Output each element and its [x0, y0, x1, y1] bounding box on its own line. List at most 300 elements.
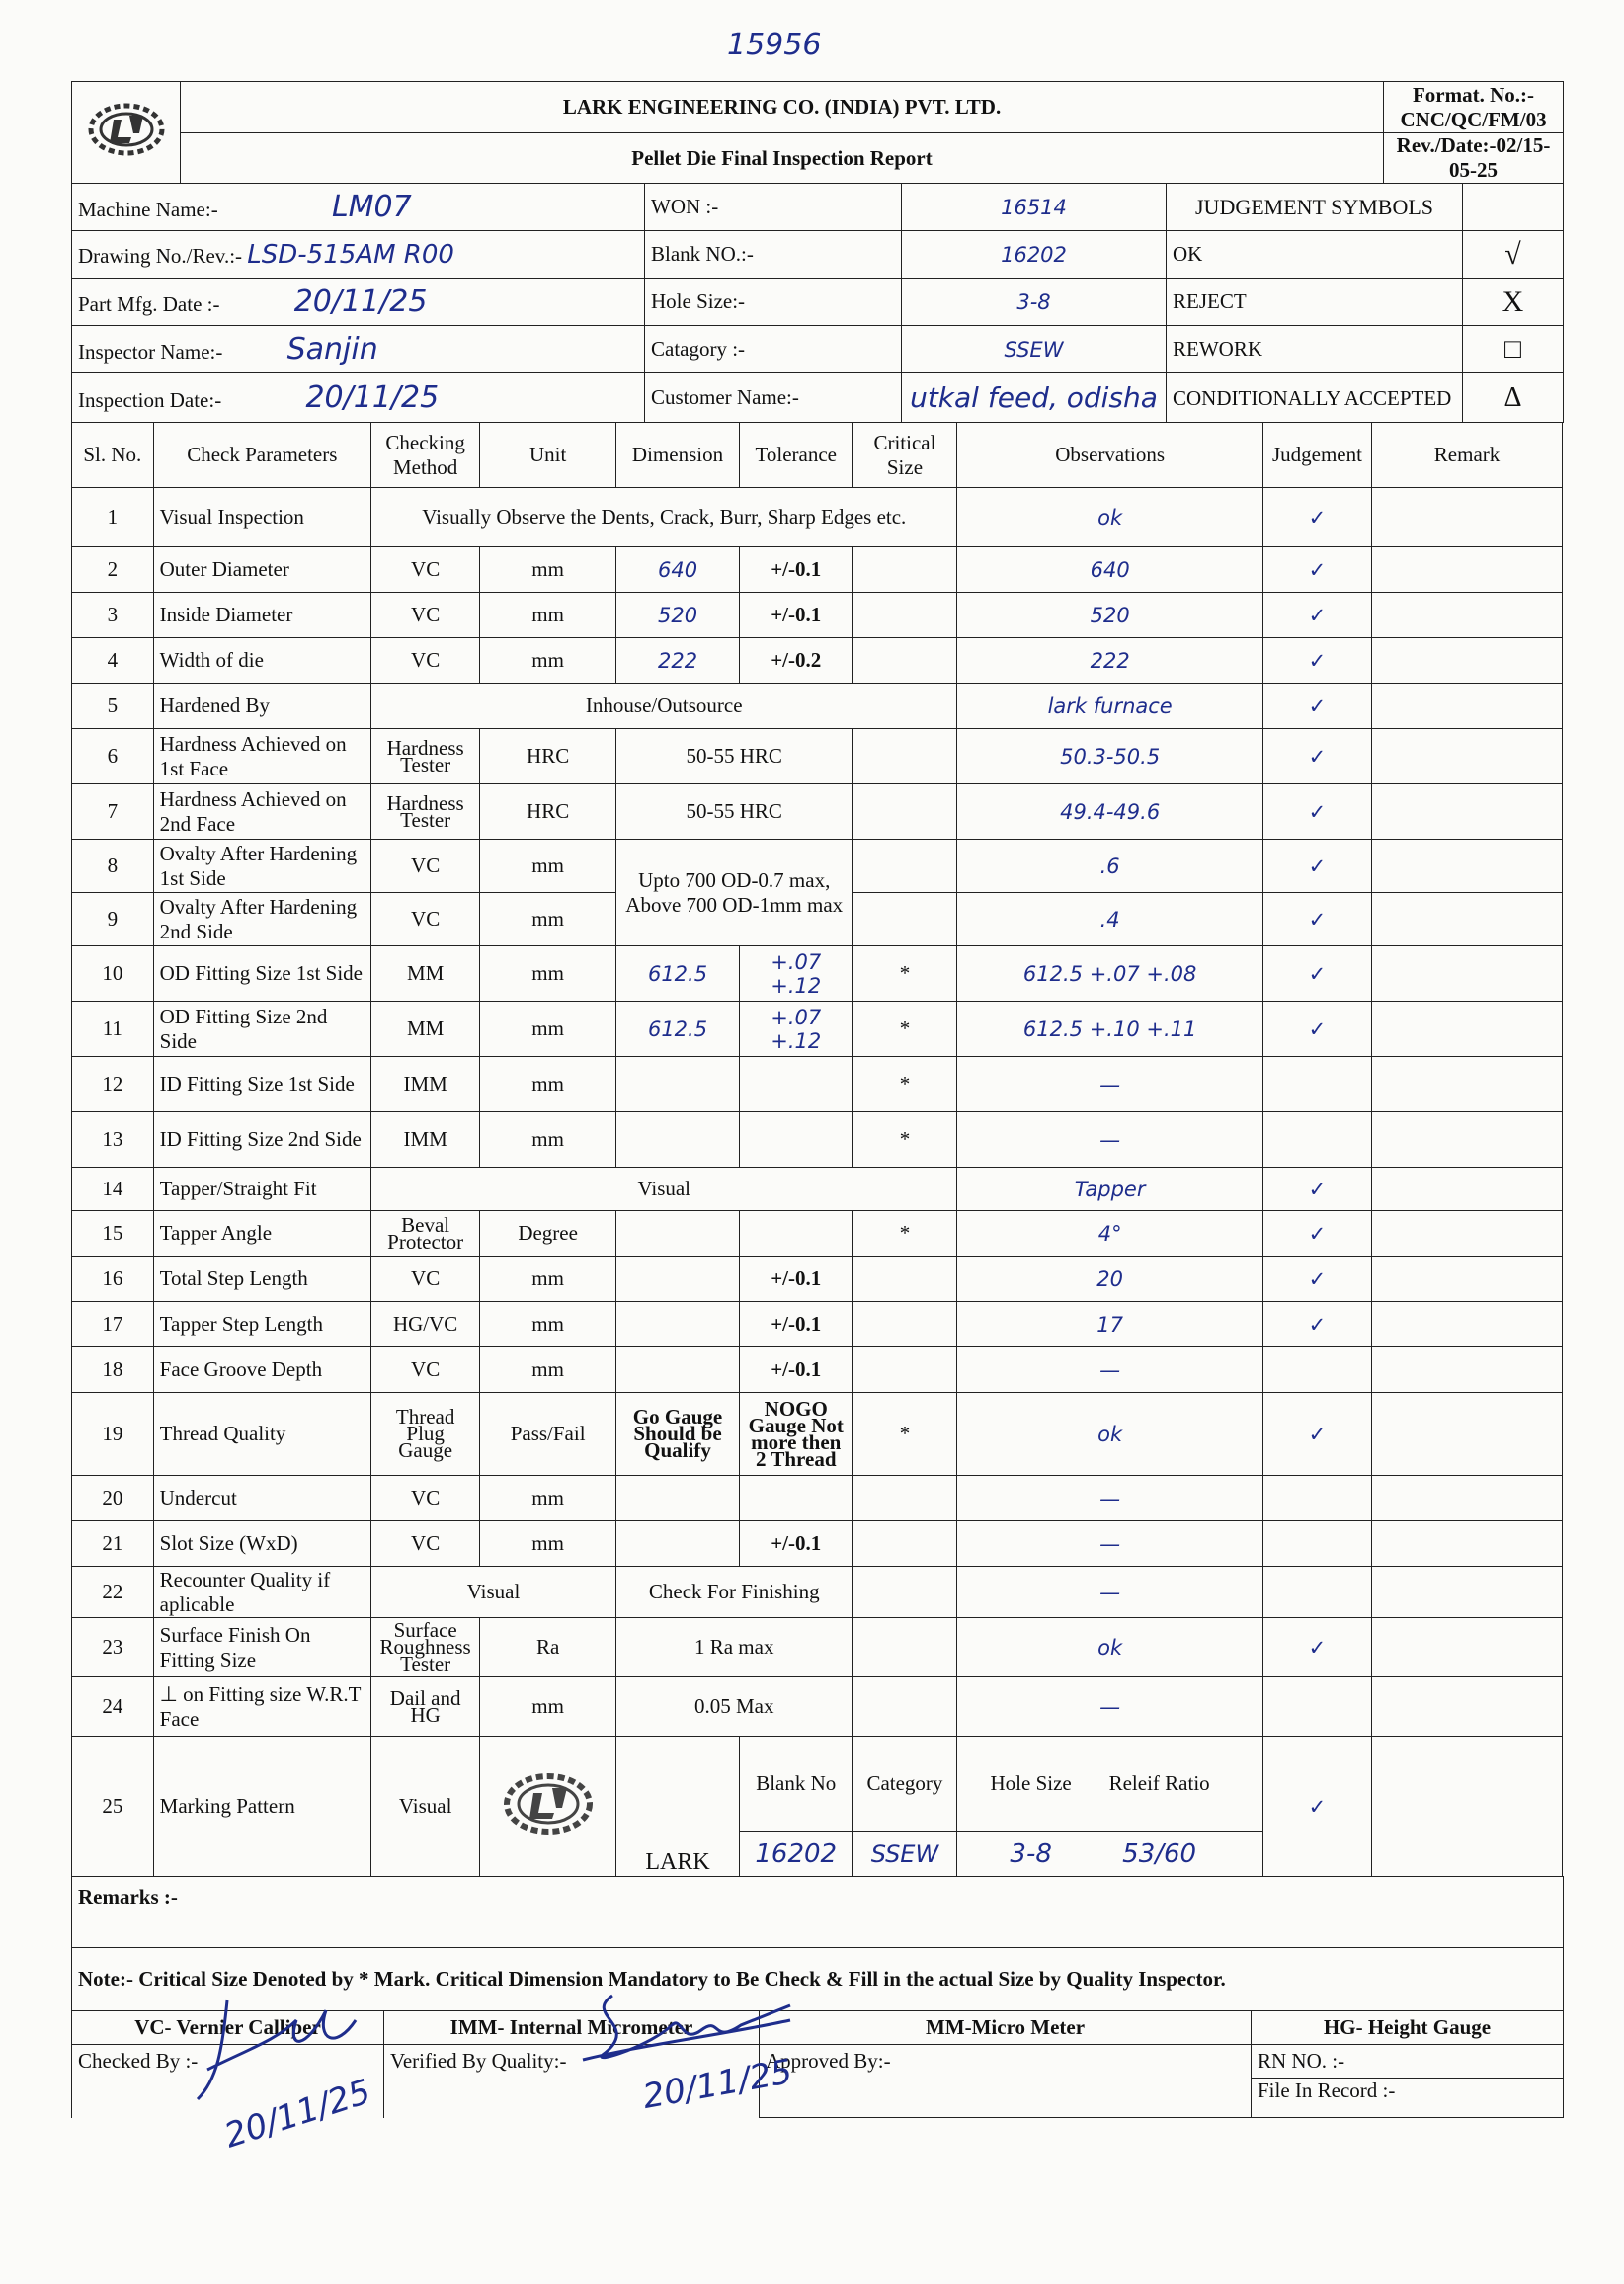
table-row — [72, 684, 1563, 729]
row-observation: — — [957, 1112, 1262, 1168]
row-judgement: ✓ — [1262, 840, 1371, 893]
row-dim-tol: 50-55 HRC — [616, 729, 853, 784]
row-unit: mm — [480, 946, 616, 1002]
row-judgement — [1262, 1112, 1371, 1168]
row-unit: mm — [480, 840, 616, 893]
table-row — [72, 488, 1563, 547]
row-remark — [1372, 1302, 1563, 1347]
row-sl: 9 — [72, 893, 154, 946]
blank-label: Blank NO.:- — [645, 231, 902, 279]
row-unit: mm — [480, 1302, 616, 1347]
row-remark — [1372, 488, 1563, 547]
row-sl: 2 — [72, 547, 154, 593]
col-param: Check Parameters — [153, 423, 370, 488]
row-critical — [853, 638, 957, 684]
row-dim-tol: 0.05 Max — [616, 1677, 853, 1737]
row-tolerance: +.07 +.12 — [740, 946, 853, 1002]
row-unit: mm — [480, 1476, 616, 1521]
symbol-reject: X — [1463, 279, 1564, 326]
row-judgement: ✓ — [1262, 1302, 1371, 1347]
customer-label: Customer Name:- — [645, 373, 902, 423]
row-unit: mm — [480, 593, 616, 638]
row-sl: 6 — [72, 729, 154, 784]
checked-by: Checked By :- — [72, 2045, 384, 2118]
row-method: IMM — [371, 1112, 480, 1168]
table-row — [72, 946, 1563, 1002]
marking-category-head: Category — [853, 1737, 957, 1832]
row-unit: Ra — [480, 1618, 616, 1677]
col-sl: Sl. No. — [72, 423, 154, 488]
table-row — [72, 1476, 1563, 1521]
row-dimension: 520 — [616, 593, 740, 638]
symbol-cond-label: CONDITIONALLY ACCEPTED — [1167, 373, 1463, 423]
verified-date: 20/11/25 — [639, 2052, 796, 2117]
table-row — [72, 1618, 1563, 1677]
row-observation: ok — [957, 1618, 1262, 1677]
row-merged-spec: Visual — [371, 1168, 957, 1211]
row-method: HG/VC — [371, 1302, 480, 1347]
won-value: 16514 — [902, 184, 1167, 231]
col-remark: Remark — [1372, 423, 1563, 488]
row-unit: HRC — [480, 729, 616, 784]
row-observation: lark furnace — [957, 684, 1262, 729]
table-row — [72, 1567, 1563, 1618]
table-row — [72, 1677, 1563, 1737]
legend-hg: HG- Height Gauge — [1252, 2011, 1564, 2045]
category-label: Catagory :- — [645, 326, 902, 373]
row-method-unit: Visual — [371, 1567, 616, 1618]
header-table — [71, 81, 1564, 423]
col-judgement: Judgement — [1262, 423, 1371, 488]
row-method: VC — [371, 593, 480, 638]
row-param: ID Fitting Size 1st Side — [153, 1057, 370, 1112]
table-row — [72, 547, 1563, 593]
row-tolerance: +/-0.1 — [740, 1302, 853, 1347]
row-remark — [1372, 638, 1563, 684]
row-merged-spec: Inhouse/Outsource — [371, 684, 957, 729]
row-dimension — [616, 1211, 740, 1257]
table-row — [72, 1112, 1563, 1168]
row-param: OD Fitting Size 2nd Side — [153, 1002, 370, 1057]
col-dimension: Dimension — [616, 423, 740, 488]
row-sl: 3 — [72, 593, 154, 638]
row-observation: .4 — [957, 893, 1262, 946]
row-judgement: ✓ — [1262, 893, 1371, 946]
row-judgement — [1262, 1347, 1371, 1393]
row-sl: 13 — [72, 1112, 154, 1168]
symbol-rework-label: REWORK — [1167, 326, 1463, 373]
row-observation: — — [957, 1476, 1262, 1521]
row-observation: 50.3-50.5 — [957, 729, 1262, 784]
part-mfg-field: Part Mfg. Date :- 20/11/25 — [72, 279, 645, 326]
row-observation: 640 — [957, 547, 1262, 593]
row-remark — [1372, 840, 1563, 893]
row-sl: 25 — [72, 1737, 154, 1877]
row-method: Hardness Tester — [371, 729, 480, 784]
row-sl: 7 — [72, 784, 154, 840]
category-value: SSEW — [902, 326, 1167, 373]
table-row — [72, 1057, 1563, 1112]
table-row — [72, 593, 1563, 638]
row-unit: mm — [480, 1677, 616, 1737]
row-param: Undercut — [153, 1476, 370, 1521]
table-row — [72, 784, 1563, 840]
row-dimension: 612.5 — [616, 946, 740, 1002]
row-judgement: ✓ — [1262, 1002, 1371, 1057]
row-method: VC — [371, 893, 480, 946]
marking-hole-relief-head: Hole Size Releif Ratio — [957, 1737, 1262, 1832]
col-method: Checking Method — [371, 423, 480, 488]
row-judgement: ✓ — [1262, 593, 1371, 638]
row-param: Recounter Quality if aplicable — [153, 1567, 370, 1618]
row-param: Total Step Length — [153, 1257, 370, 1302]
lark-text: LARK — [616, 1737, 740, 1877]
report-title: Pellet Die Final Inspection Report — [181, 133, 1384, 184]
row-method: VC — [371, 1347, 480, 1393]
row-param: Slot Size (WxD) — [153, 1521, 370, 1567]
company-name: LARK ENGINEERING CO. (INDIA) PVT. LTD. — [181, 82, 1384, 133]
row-method: VC — [371, 1257, 480, 1302]
row-judgement — [1262, 1476, 1371, 1521]
row-judgement: ✓ — [1262, 1393, 1371, 1476]
remarks: Remarks :- — [72, 1877, 1564, 1948]
row-critical: * — [853, 1112, 957, 1168]
row-critical — [853, 893, 957, 946]
col-unit: Unit — [480, 423, 616, 488]
row-remark — [1372, 1168, 1563, 1211]
table-row — [72, 1302, 1563, 1347]
row-dimension — [616, 1347, 740, 1393]
row-sl: 11 — [72, 1002, 154, 1057]
row-remark — [1372, 1211, 1563, 1257]
row-remark — [1372, 1057, 1563, 1112]
row-critical — [853, 1567, 957, 1618]
row-method: Visual — [371, 1737, 480, 1877]
row-unit: mm — [480, 1257, 616, 1302]
rev-date: Rev./Date:-02/15-05-25 — [1384, 133, 1564, 184]
row-critical — [853, 593, 957, 638]
row-dim-tol: Upto 700 OD-0.7 max, Above 700 OD-1mm max — [616, 840, 853, 946]
row-unit: Degree — [480, 1211, 616, 1257]
row-unit: mm — [480, 547, 616, 593]
row-observation: 612.5 +.10 +.11 — [957, 1002, 1262, 1057]
note: Note:- Critical Size Denoted by * Mark. Critical Dimension Mandatory to Be Check & Fill in the actual Size by Quality Inspector. — [72, 1948, 1564, 2011]
row-observation: — — [957, 1347, 1262, 1393]
row-unit: Pass/Fail — [480, 1393, 616, 1476]
row-critical: * — [853, 1211, 957, 1257]
row-critical — [853, 1618, 957, 1677]
legend-mm: MM-Micro Meter — [760, 2011, 1252, 2045]
row-tolerance: +.07 +.12 — [740, 1002, 853, 1057]
marking-hole-relief: 3-8 53/60 — [957, 1832, 1262, 1877]
row-judgement: ✓ — [1262, 1618, 1371, 1677]
inspection-rows — [72, 488, 1563, 1737]
row-observation: — — [957, 1521, 1262, 1567]
marking-logo — [480, 1737, 616, 1877]
row-judgement: ✓ — [1262, 729, 1371, 784]
row-param: Ovalty After Hardening 2nd Side — [153, 893, 370, 946]
marking-judge: ✓ — [1262, 1737, 1371, 1877]
row-observation: ok — [957, 1393, 1262, 1476]
legend-imm: IMM- Internal Micrometer — [384, 2011, 760, 2045]
table-row — [72, 1393, 1563, 1476]
row-remark — [1372, 1618, 1563, 1677]
row-method: Thread Plug Gauge — [371, 1393, 480, 1476]
row-critical — [853, 840, 957, 893]
row-param: Tapper Step Length — [153, 1302, 370, 1347]
row-critical — [853, 1677, 957, 1737]
rn-no: RN NO. :- — [1252, 2045, 1564, 2079]
row-judgement — [1262, 1567, 1371, 1618]
row-critical — [853, 1257, 957, 1302]
inspection-sheet — [71, 81, 1563, 2118]
row-critical — [853, 784, 957, 840]
row-judgement: ✓ — [1262, 638, 1371, 684]
row-observation: 49.4-49.6 — [957, 784, 1262, 840]
row-method: MM — [371, 1002, 480, 1057]
row-sl: 20 — [72, 1476, 154, 1521]
company-logo — [72, 82, 181, 184]
row-method: VC — [371, 1521, 480, 1567]
row-param: Width of die — [153, 638, 370, 684]
col-critical: Critical Size — [853, 423, 957, 488]
row-param: Hardened By — [153, 684, 370, 729]
row-remark — [1372, 684, 1563, 729]
row-critical — [853, 1521, 957, 1567]
row-sl: 4 — [72, 638, 154, 684]
row-unit: mm — [480, 638, 616, 684]
row-critical: * — [853, 1057, 957, 1112]
row-judgement: ✓ — [1262, 1211, 1371, 1257]
row-method: VC — [371, 547, 480, 593]
row-sl: 24 — [72, 1677, 154, 1737]
row-sl: 1 — [72, 488, 154, 547]
table-row — [72, 1257, 1563, 1302]
drawing-field: Drawing No./Rev.:- LSD-515AM R00 — [72, 231, 645, 279]
row-critical: * — [853, 1002, 957, 1057]
table-row — [72, 1211, 1563, 1257]
row-remark — [1372, 893, 1563, 946]
judgement-symbols-title: JUDGEMENT SYMBOLS — [1167, 184, 1463, 231]
row-unit: mm — [480, 1002, 616, 1057]
row-sl: 12 — [72, 1057, 154, 1112]
row-remark — [1372, 1257, 1563, 1302]
row-judgement: ✓ — [1262, 784, 1371, 840]
row-observation: 612.5 +.07 +.08 — [957, 946, 1262, 1002]
row-observation: Tapper — [957, 1168, 1262, 1211]
row-judgement — [1262, 1677, 1371, 1737]
inspection-table — [71, 422, 1563, 1877]
row-param: Surface Finish On Fitting Size — [153, 1618, 370, 1677]
approved-by: Approved By:- — [760, 2045, 1252, 2118]
row-dim-tol: Check For Finishing — [616, 1567, 853, 1618]
symbol-reject-label: REJECT — [1167, 279, 1463, 326]
row-tolerance — [740, 1112, 853, 1168]
row-method: VC — [371, 840, 480, 893]
symbol-rework: □ — [1463, 326, 1564, 373]
row-unit: mm — [480, 1057, 616, 1112]
row-tolerance — [740, 1476, 853, 1521]
row-critical: * — [853, 946, 957, 1002]
row-remark — [1372, 1002, 1563, 1057]
row-method: VC — [371, 638, 480, 684]
row-dimension — [616, 1476, 740, 1521]
row-remark — [1372, 946, 1563, 1002]
row-remark — [1372, 1521, 1563, 1567]
hole-value: 3-8 — [902, 279, 1167, 326]
row-judgement: ✓ — [1262, 1168, 1371, 1211]
row-dimension — [616, 1521, 740, 1567]
row-tolerance — [740, 1211, 853, 1257]
row-judgement: ✓ — [1262, 1257, 1371, 1302]
row-remark — [1372, 1476, 1563, 1521]
row-sl: 15 — [72, 1211, 154, 1257]
row-critical: * — [853, 1393, 957, 1476]
row-sl: 23 — [72, 1618, 154, 1677]
row-dimension — [616, 1112, 740, 1168]
row-observation: — — [957, 1567, 1262, 1618]
table-row — [72, 1168, 1563, 1211]
hole-label: Hole Size:- — [645, 279, 902, 326]
row-remark — [1372, 1393, 1563, 1476]
row-sl: 17 — [72, 1302, 154, 1347]
row-param: Face Groove Depth — [153, 1347, 370, 1393]
row-method: Beval Protector — [371, 1211, 480, 1257]
row-judgement — [1262, 1057, 1371, 1112]
row-dimension — [616, 1302, 740, 1347]
row-param: Tapper/Straight Fit — [153, 1168, 370, 1211]
row-method: VC — [371, 1476, 480, 1521]
top-handwritten-number: 15956 — [727, 28, 822, 62]
row-tolerance: +/-0.1 — [740, 1257, 853, 1302]
verified-by: Verified By Quality:- — [384, 2045, 760, 2118]
symbol-ok: √ — [1463, 231, 1564, 279]
table-row — [72, 1002, 1563, 1057]
checked-date: 20/11/25 — [219, 2072, 376, 2157]
row-method: Dail and HG — [371, 1677, 480, 1737]
col-tolerance: Tolerance — [740, 423, 853, 488]
row-unit: mm — [480, 893, 616, 946]
row-observation: 4° — [957, 1211, 1262, 1257]
table-row — [72, 1347, 1563, 1393]
symbol-cond: Δ — [1463, 373, 1564, 423]
row-param: Outer Diameter — [153, 547, 370, 593]
row-observation: 520 — [957, 593, 1262, 638]
row-tolerance: +/-0.1 — [740, 1347, 853, 1393]
row-sl: 18 — [72, 1347, 154, 1393]
inspector-field: Inspector Name:- Sanjin — [72, 326, 645, 373]
marking-category: SSEW — [853, 1832, 957, 1877]
symbol-ok-label: OK — [1167, 231, 1463, 279]
row-dimension: 640 — [616, 547, 740, 593]
machine-name-value: LM07 — [331, 190, 412, 224]
row-param: Marking Pattern — [153, 1737, 370, 1877]
row-remark — [1372, 1677, 1563, 1737]
row-tolerance: +/-0.1 — [740, 593, 853, 638]
row-observation: ok — [957, 488, 1262, 547]
format-no: Format. No.:-CNC/QC/FM/03 — [1384, 82, 1564, 133]
row-dimension — [616, 1257, 740, 1302]
marking-blank-head: Blank No — [740, 1737, 853, 1832]
row-param: Thread Quality — [153, 1393, 370, 1476]
row-unit: mm — [480, 1521, 616, 1567]
row-param: Hardness Achieved on 1st Face — [153, 729, 370, 784]
row-observation: 17 — [957, 1302, 1262, 1347]
row-observation: .6 — [957, 840, 1262, 893]
table-row — [72, 638, 1563, 684]
marking-blank: 16202 — [740, 1832, 853, 1877]
row-remark — [1372, 1112, 1563, 1168]
row-sl: 21 — [72, 1521, 154, 1567]
row-observation: 222 — [957, 638, 1262, 684]
lark-logo-icon — [499, 1769, 598, 1838]
row-judgement: ✓ — [1262, 547, 1371, 593]
row-sl: 19 — [72, 1393, 154, 1476]
row-param: Hardness Achieved on 2nd Face — [153, 784, 370, 840]
row-tolerance — [740, 1057, 853, 1112]
row-param: Visual Inspection — [153, 488, 370, 547]
gear-logo-icon — [82, 100, 171, 159]
row-param: Tapper Angle — [153, 1211, 370, 1257]
row-sl: 14 — [72, 1168, 154, 1211]
row-dim-tol: 50-55 HRC — [616, 784, 853, 840]
row-tolerance: +/-0.1 — [740, 547, 853, 593]
row-critical — [853, 1476, 957, 1521]
row-observation: — — [957, 1677, 1262, 1737]
row-unit: mm — [480, 1112, 616, 1168]
row-dimension: 612.5 — [616, 1002, 740, 1057]
row-remark — [1372, 547, 1563, 593]
row-unit: mm — [480, 1347, 616, 1393]
row-judgement: ✓ — [1262, 488, 1371, 547]
row-sl: 10 — [72, 946, 154, 1002]
row-critical — [853, 547, 957, 593]
row-remark — [1372, 729, 1563, 784]
col-observations: Observations — [957, 423, 1262, 488]
row-merged-spec: Visually Observe the Dents, Crack, Burr, Sharp Edges etc. — [371, 488, 957, 547]
row-critical — [853, 1302, 957, 1347]
row-remark — [1372, 1347, 1563, 1393]
machine-name-field: Machine Name:- LM07 — [72, 184, 645, 231]
won-label: WON :- — [645, 184, 902, 231]
legend-vc: VC- Vernier Calliper — [72, 2011, 384, 2045]
row-param: OD Fitting Size 1st Side — [153, 946, 370, 1002]
row-dimension — [616, 1057, 740, 1112]
row-sl: 22 — [72, 1567, 154, 1618]
row-method: Surface Roughness Tester — [371, 1618, 480, 1677]
file-in-record: File In Record :- — [1252, 2079, 1564, 2118]
row-sl: 16 — [72, 1257, 154, 1302]
row-param: Inside Diameter — [153, 593, 370, 638]
row-critical — [853, 1347, 957, 1393]
customer-value: utkal feed, odisha — [902, 373, 1167, 423]
row-remark — [1372, 784, 1563, 840]
inspection-date-field: Inspection Date:- 20/11/25 — [72, 373, 645, 423]
row-remark — [1372, 1567, 1563, 1618]
row-param: ID Fitting Size 2nd Side — [153, 1112, 370, 1168]
row-tolerance: +/-0.1 — [740, 1521, 853, 1567]
row-tolerance: NOGO Gauge Not more then 2 Thread — [740, 1393, 853, 1476]
row-sl: 8 — [72, 840, 154, 893]
row-judgement — [1262, 1521, 1371, 1567]
row-observation: 20 — [957, 1257, 1262, 1302]
row-dimension: 222 — [616, 638, 740, 684]
row-param: ⊥ on Fitting size W.R.T Face — [153, 1677, 370, 1737]
row-judgement: ✓ — [1262, 684, 1371, 729]
row-method: IMM — [371, 1057, 480, 1112]
row-param: Ovalty After Hardening 1st Side — [153, 840, 370, 893]
marking-row — [72, 1737, 1563, 1832]
